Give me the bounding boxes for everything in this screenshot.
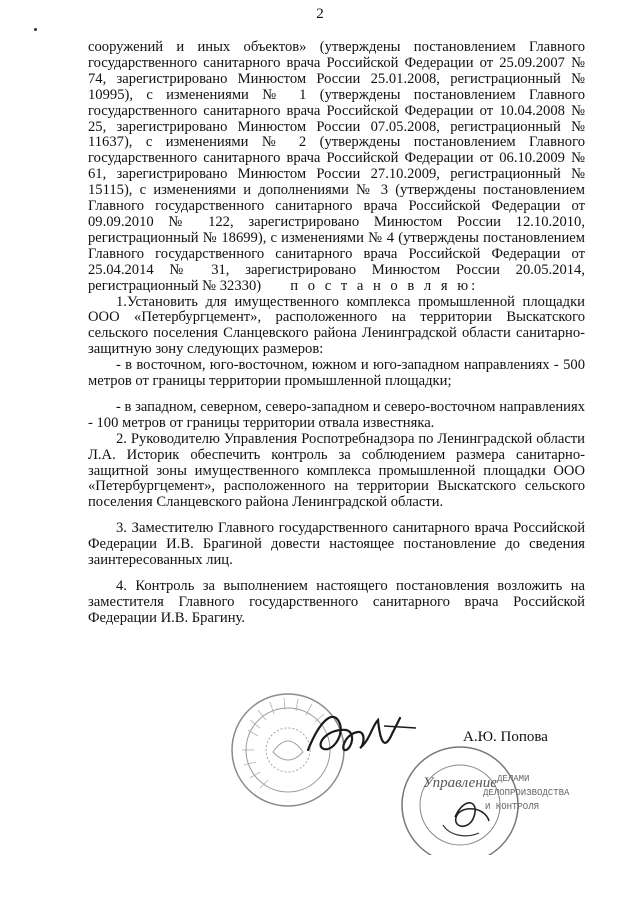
item-1-bullet-1: - в восточном, юго-восточном, южном и юго-западном направлениях - 500 метров от границы территории промышленной площадки; (88, 357, 585, 390)
svg-text:Управление: Управление (423, 775, 497, 791)
item-4: 4. Контроль за выполнением настоящего постановления возложить на заместителя Главного государственного санитарного врача Российской Федерации И.В. Брагину. (88, 578, 585, 626)
item-1-bullet-2: - в западном, северном, северо-западном и северо-восточном направлениях - 100 метров от границы территории отвала известняка. (88, 398, 585, 431)
signatory-name: А.Ю. Попова (463, 729, 548, 745)
document-body (88, 40, 585, 627)
svg-text:ДЕЛАМИ: ДЕЛАМИ (497, 774, 530, 784)
item-1: 1.Установить для имущественного комплекса промышленной площадки ООО «Петербургцемент», расположенного на территории Выскатского сельского поселения Сланцевского района Ленинградской области санитарно-защитную зону следующих размеров: (88, 293, 585, 358)
svg-text:ДЕЛОПРОИЗВОДСТВА: ДЕЛОПРОИЗВОДСТВА (483, 788, 570, 798)
svg-text:И КОНТРОЛЯ: И КОНТРОЛЯ (485, 802, 540, 812)
resolves-word: п о с т а н о в л я ю: (290, 277, 479, 294)
item-2: 2. Руководителю Управления Роспотребнадзора по Ленинградской области Л.А. Историк обеспечить контроль за соблюдением размера санитарно-защитной зоны имущественного комплекса промышленной площадки ООО «Петербургцемент», расположенного на территории Выскатского сельского поселения Сланцевского района Ленинградской области. (88, 430, 585, 511)
department-stamp (385, 735, 595, 855)
preamble-paragraph (88, 40, 585, 295)
page-number: 2 (316, 6, 324, 22)
scan-dot (34, 28, 37, 31)
item-3: 3. Заместителю Главного государственного санитарного врача Российской Федерации И.В. Брагиной довести настоящее постановление до сведения заинтересованных лиц. (88, 520, 585, 569)
preamble-text: сооружений и иных объектов» (утверждены постановлением Главного государственного санитарного врача Российской Федерации от 25.09.2007 № 74, зарегистрировано Минюстом России 25.01.2008, регистрационный № 10995), с изменениями № 1 (утверждены постановлением Главного государственного санитарного врача Российской Федерации от 10.04.2008 № 25, зарегистрировано Минюстом России 07.05.2008, регистрационный № 11637), с изменениями № 2 (утверждены постановлением Главного государственного санитарного врача Российской Федерации от 06.10.2009 № 61, зарегистрировано Минюстом России 27.10.2009, регистрационный № 15115), с изменениями и дополнениями № 3 (утверждены постановлением Главного государственного санитарного врача Российской Федерации от 09.09.2010 № 122, зарегистрировано Минюстом России 12.10.2010, регистрационный № 18699), с изменениями № 4 (утверждены постановлением Главного государственного санитарного врача Российской Федерации от 25.04.2014 № 31, зарегистрировано Минюстом России 20.05.2014, регистрационный № 32330) (88, 39, 585, 294)
